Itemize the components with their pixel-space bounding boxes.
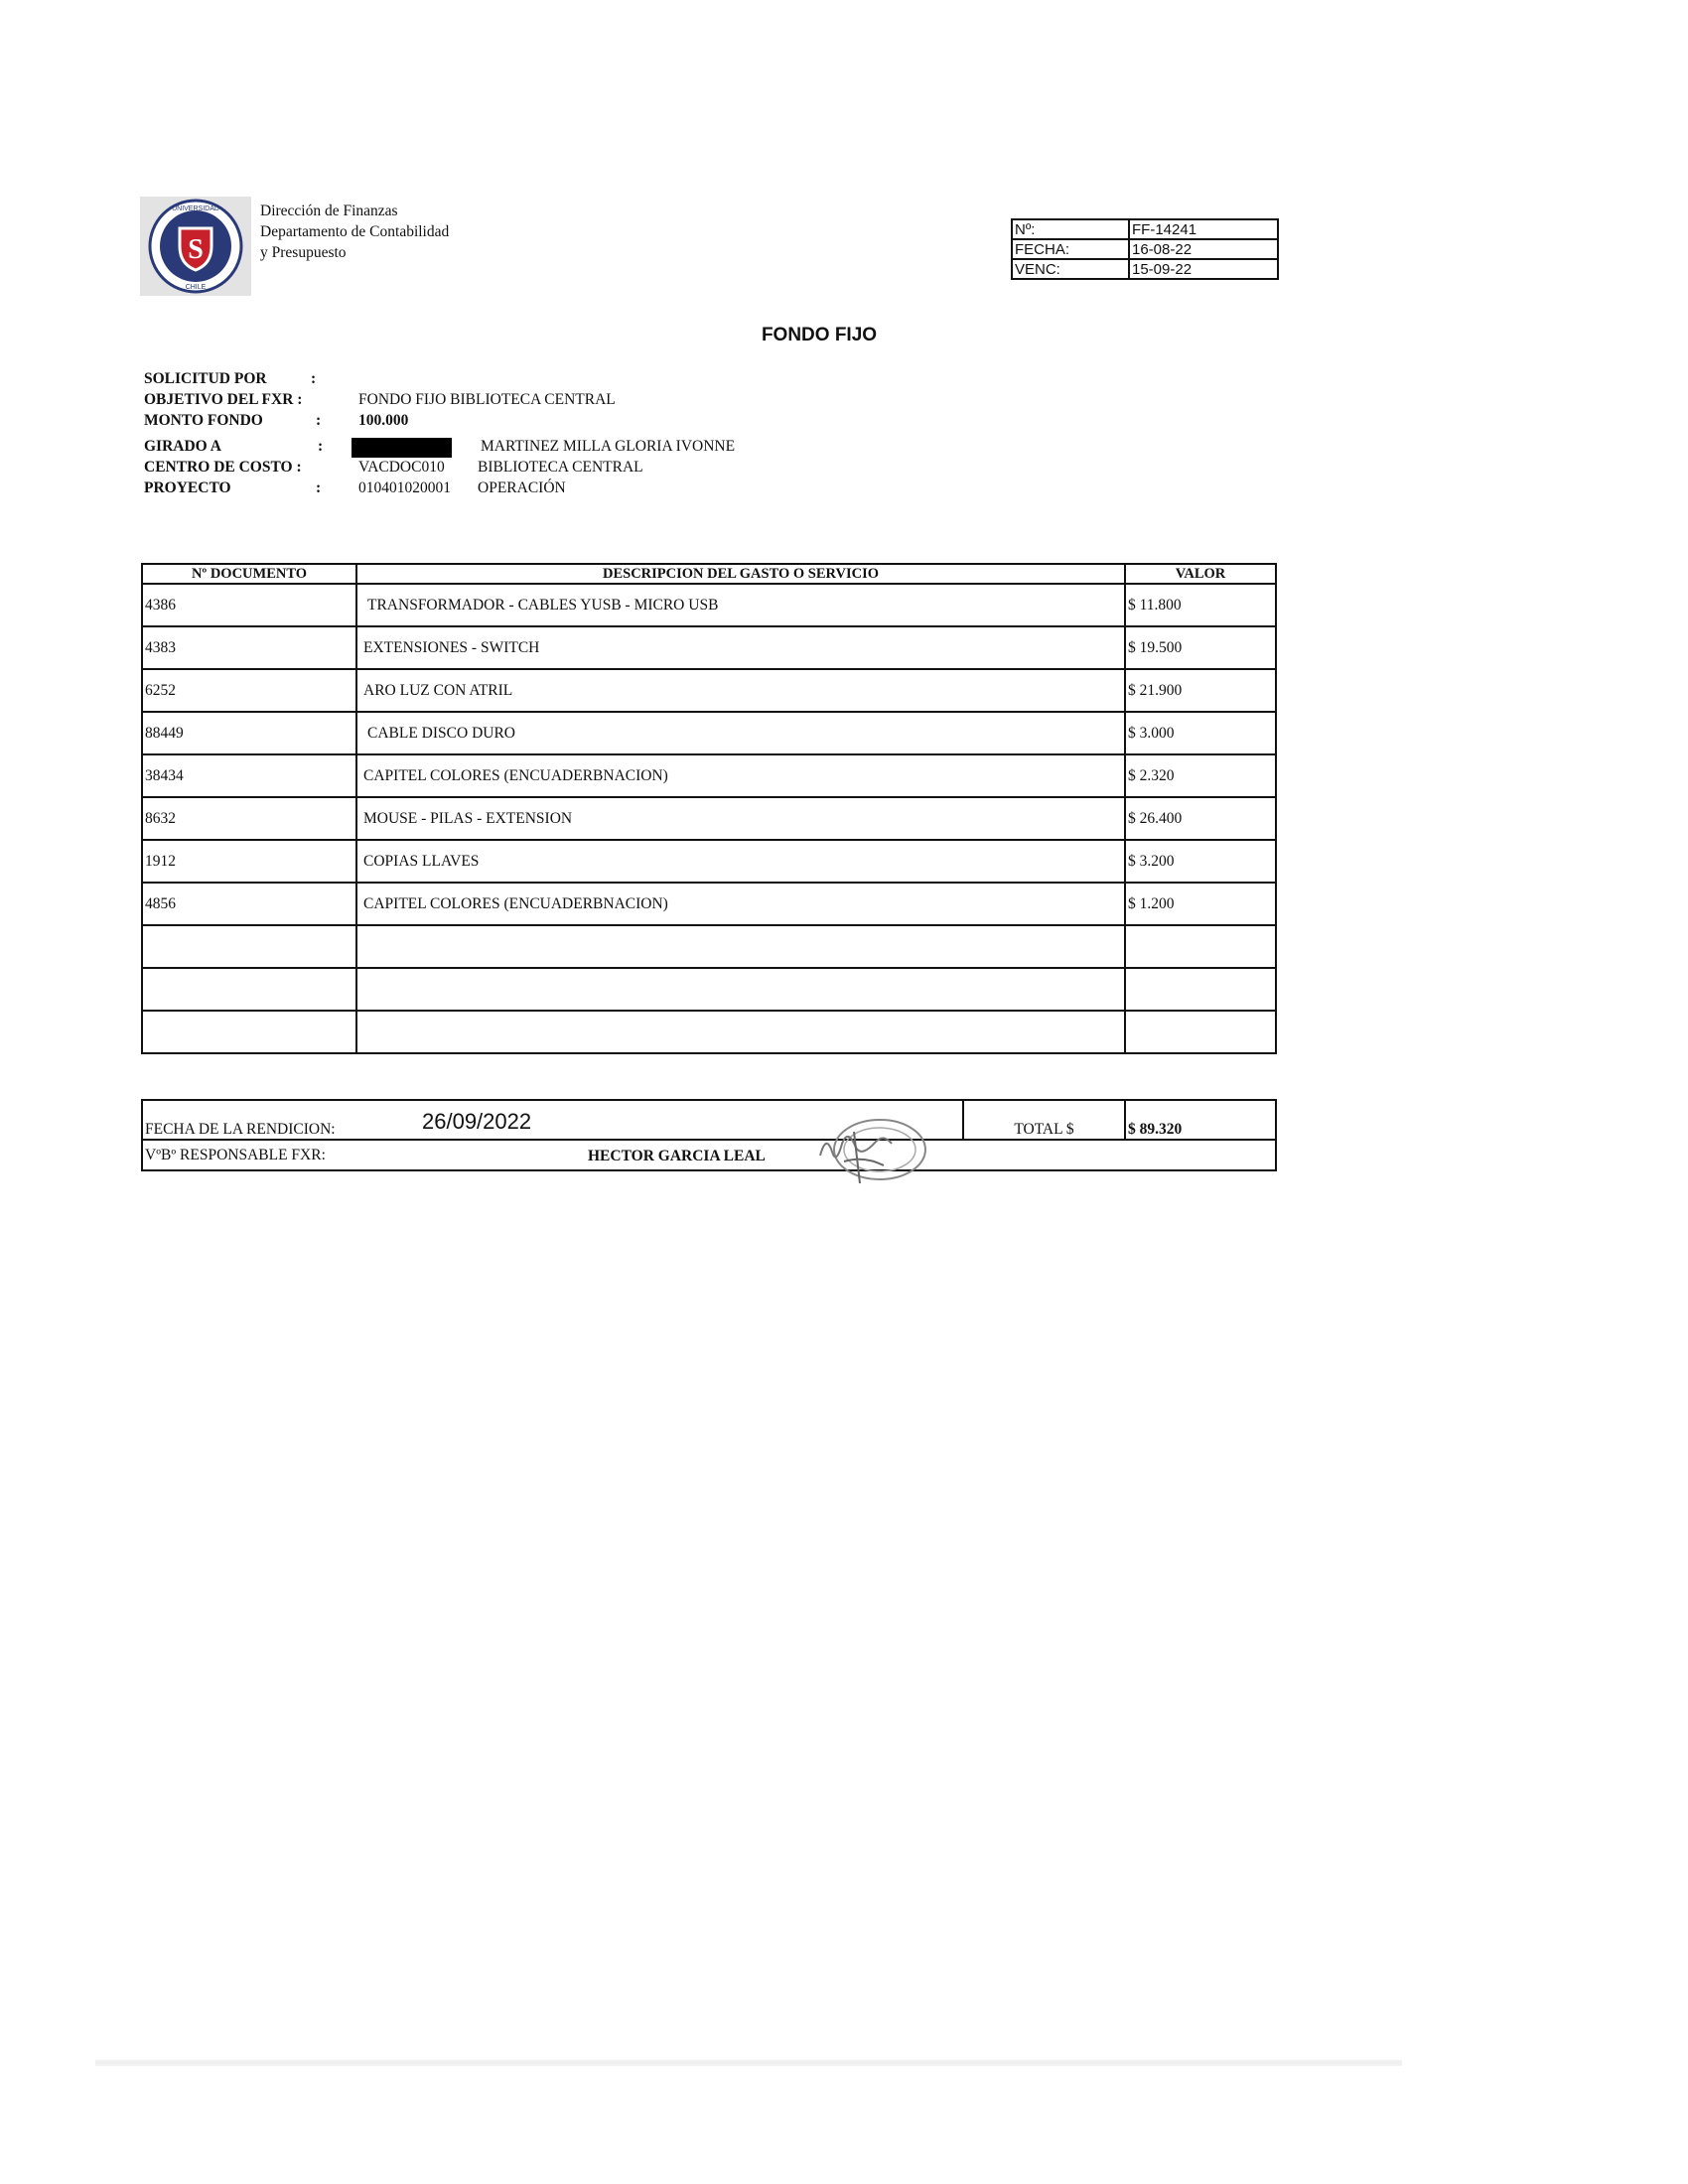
expense-table: [141, 563, 1277, 1054]
valor-cell: $ 3.000: [1125, 712, 1276, 754]
document-title: FONDO FIJO: [761, 325, 878, 345]
girado-value: MARTINEZ MILLA GLORIA IVONNE: [481, 438, 736, 455]
valor-cell: $ 1.200: [1125, 883, 1276, 925]
proyecto-name: OPERACIÓN: [478, 479, 566, 496]
desc-cell: CABLE DISCO DURO: [356, 712, 1125, 754]
table-row: [142, 669, 1276, 712]
proyecto-label: PROYECTO: [144, 479, 231, 496]
redaction-bar: [352, 438, 452, 458]
folio-due-label: VENC:: [1012, 259, 1129, 279]
stamp-signature: [814, 1112, 933, 1191]
doc-cell: 4386: [142, 584, 356, 626]
doc-cell: 1912: [142, 840, 356, 883]
solicitud-label: SOLICITUD POR: [144, 370, 267, 387]
svg-text:S: S: [188, 234, 204, 265]
desc-cell: TRANSFORMADOR - CABLES YUSB - MICRO USB: [356, 584, 1125, 626]
folio-number-value: FF-14241: [1129, 219, 1278, 239]
table-row: [142, 968, 1276, 1011]
desc-cell: COPIAS LLAVES: [356, 840, 1125, 883]
folio-due-value: 15-09-22: [1129, 259, 1278, 279]
doc-cell: 8632: [142, 797, 356, 840]
svg-text:CHILE: CHILE: [185, 284, 207, 291]
desc-cell: CAPITEL COLORES (ENCUADERBNACION): [356, 754, 1125, 797]
table-row: [142, 626, 1276, 669]
valor-cell: $ 19.500: [1125, 626, 1276, 669]
valor-cell: $ 3.200: [1125, 840, 1276, 883]
dept-line-2: Departamento de Contabilidad: [260, 223, 450, 240]
responsable-name: HECTOR GARCIA LEAL: [588, 1148, 766, 1164]
dept-line-1: Dirección de Finanzas: [260, 203, 398, 219]
doc-cell: 6252: [142, 669, 356, 712]
monto-colon: :: [316, 412, 322, 429]
responsable-label: VºBº RESPONSABLE FXR:: [145, 1146, 326, 1163]
objetivo-value: FONDO FIJO BIBLIOTECA CENTRAL: [358, 391, 616, 408]
girado-label: GIRADO A: [144, 438, 221, 455]
solicitud-colon: :: [311, 370, 317, 387]
monto-value: 100.000: [358, 412, 409, 429]
objetivo-label: OBJETIVO DEL FXR :: [144, 391, 303, 408]
folio-date-value: 16-08-22: [1129, 239, 1278, 259]
desc-cell: ARO LUZ CON ATRIL: [356, 669, 1125, 712]
proyecto-code: 010401020001: [358, 479, 451, 496]
summary-table: [141, 1099, 1277, 1171]
valor-cell: [1125, 1011, 1276, 1053]
doc-cell: [142, 925, 356, 968]
desc-cell: EXTENSIONES - SWITCH: [356, 626, 1125, 669]
centro-costo-label: CENTRO DE COSTO :: [144, 459, 302, 476]
column-header-valor: VALOR: [1125, 564, 1276, 584]
table-row: [142, 925, 1276, 968]
centro-costo-name: BIBLIOTECA CENTRAL: [478, 459, 643, 476]
folio-date-label: FECHA:: [1012, 239, 1129, 259]
responsable-cell: [142, 1140, 1276, 1170]
centro-costo-code: VACDOC010: [358, 459, 445, 476]
table-row: [142, 754, 1276, 797]
valor-cell: $ 21.900: [1125, 669, 1276, 712]
girado-colon: :: [318, 438, 324, 455]
valor-cell: $ 11.800: [1125, 584, 1276, 626]
university-logo: [140, 197, 251, 296]
doc-cell: [142, 1011, 356, 1053]
table-row: [142, 840, 1276, 883]
desc-cell: [356, 925, 1125, 968]
desc-cell: MOUSE - PILAS - EXTENSION: [356, 797, 1125, 840]
desc-cell: [356, 968, 1125, 1011]
doc-cell: 88449: [142, 712, 356, 754]
table-row: [142, 1011, 1276, 1053]
doc-cell: 4383: [142, 626, 356, 669]
dept-line-3: y Presupuesto: [260, 244, 347, 261]
table-row: [142, 883, 1276, 925]
proyecto-colon: :: [316, 479, 322, 496]
valor-cell: [1125, 925, 1276, 968]
folio-box: [1011, 218, 1279, 280]
table-row: [142, 797, 1276, 840]
monto-label: MONTO FONDO: [144, 412, 263, 429]
column-header-descripcion: DESCRIPCION DEL GASTO O SERVICIO: [356, 564, 1125, 584]
doc-cell: 4856: [142, 883, 356, 925]
doc-cell: [142, 968, 356, 1011]
department-header: [260, 201, 449, 263]
valor-cell: $ 26.400: [1125, 797, 1276, 840]
scan-edge-line: [95, 2060, 1402, 2066]
svg-text:UNIVERSIDAD: UNIVERSIDAD: [172, 205, 219, 212]
column-header-documento: Nº DOCUMENTO: [142, 564, 356, 584]
table-row: [142, 584, 1276, 626]
desc-cell: CAPITEL COLORES (ENCUADERBNACION): [356, 883, 1125, 925]
valor-cell: $ 2.320: [1125, 754, 1276, 797]
fecha-rendicion-value: 26/09/2022: [422, 1109, 532, 1134]
valor-cell: [1125, 968, 1276, 1011]
desc-cell: [356, 1011, 1125, 1053]
total-value: $ 89.320: [1125, 1100, 1276, 1140]
fecha-rendicion-label: FECHA DE LA RENDICION:: [145, 1121, 336, 1138]
total-label: TOTAL $: [963, 1100, 1125, 1140]
doc-cell: 38434: [142, 754, 356, 797]
table-row: [142, 712, 1276, 754]
folio-number-label: Nº:: [1012, 219, 1129, 239]
